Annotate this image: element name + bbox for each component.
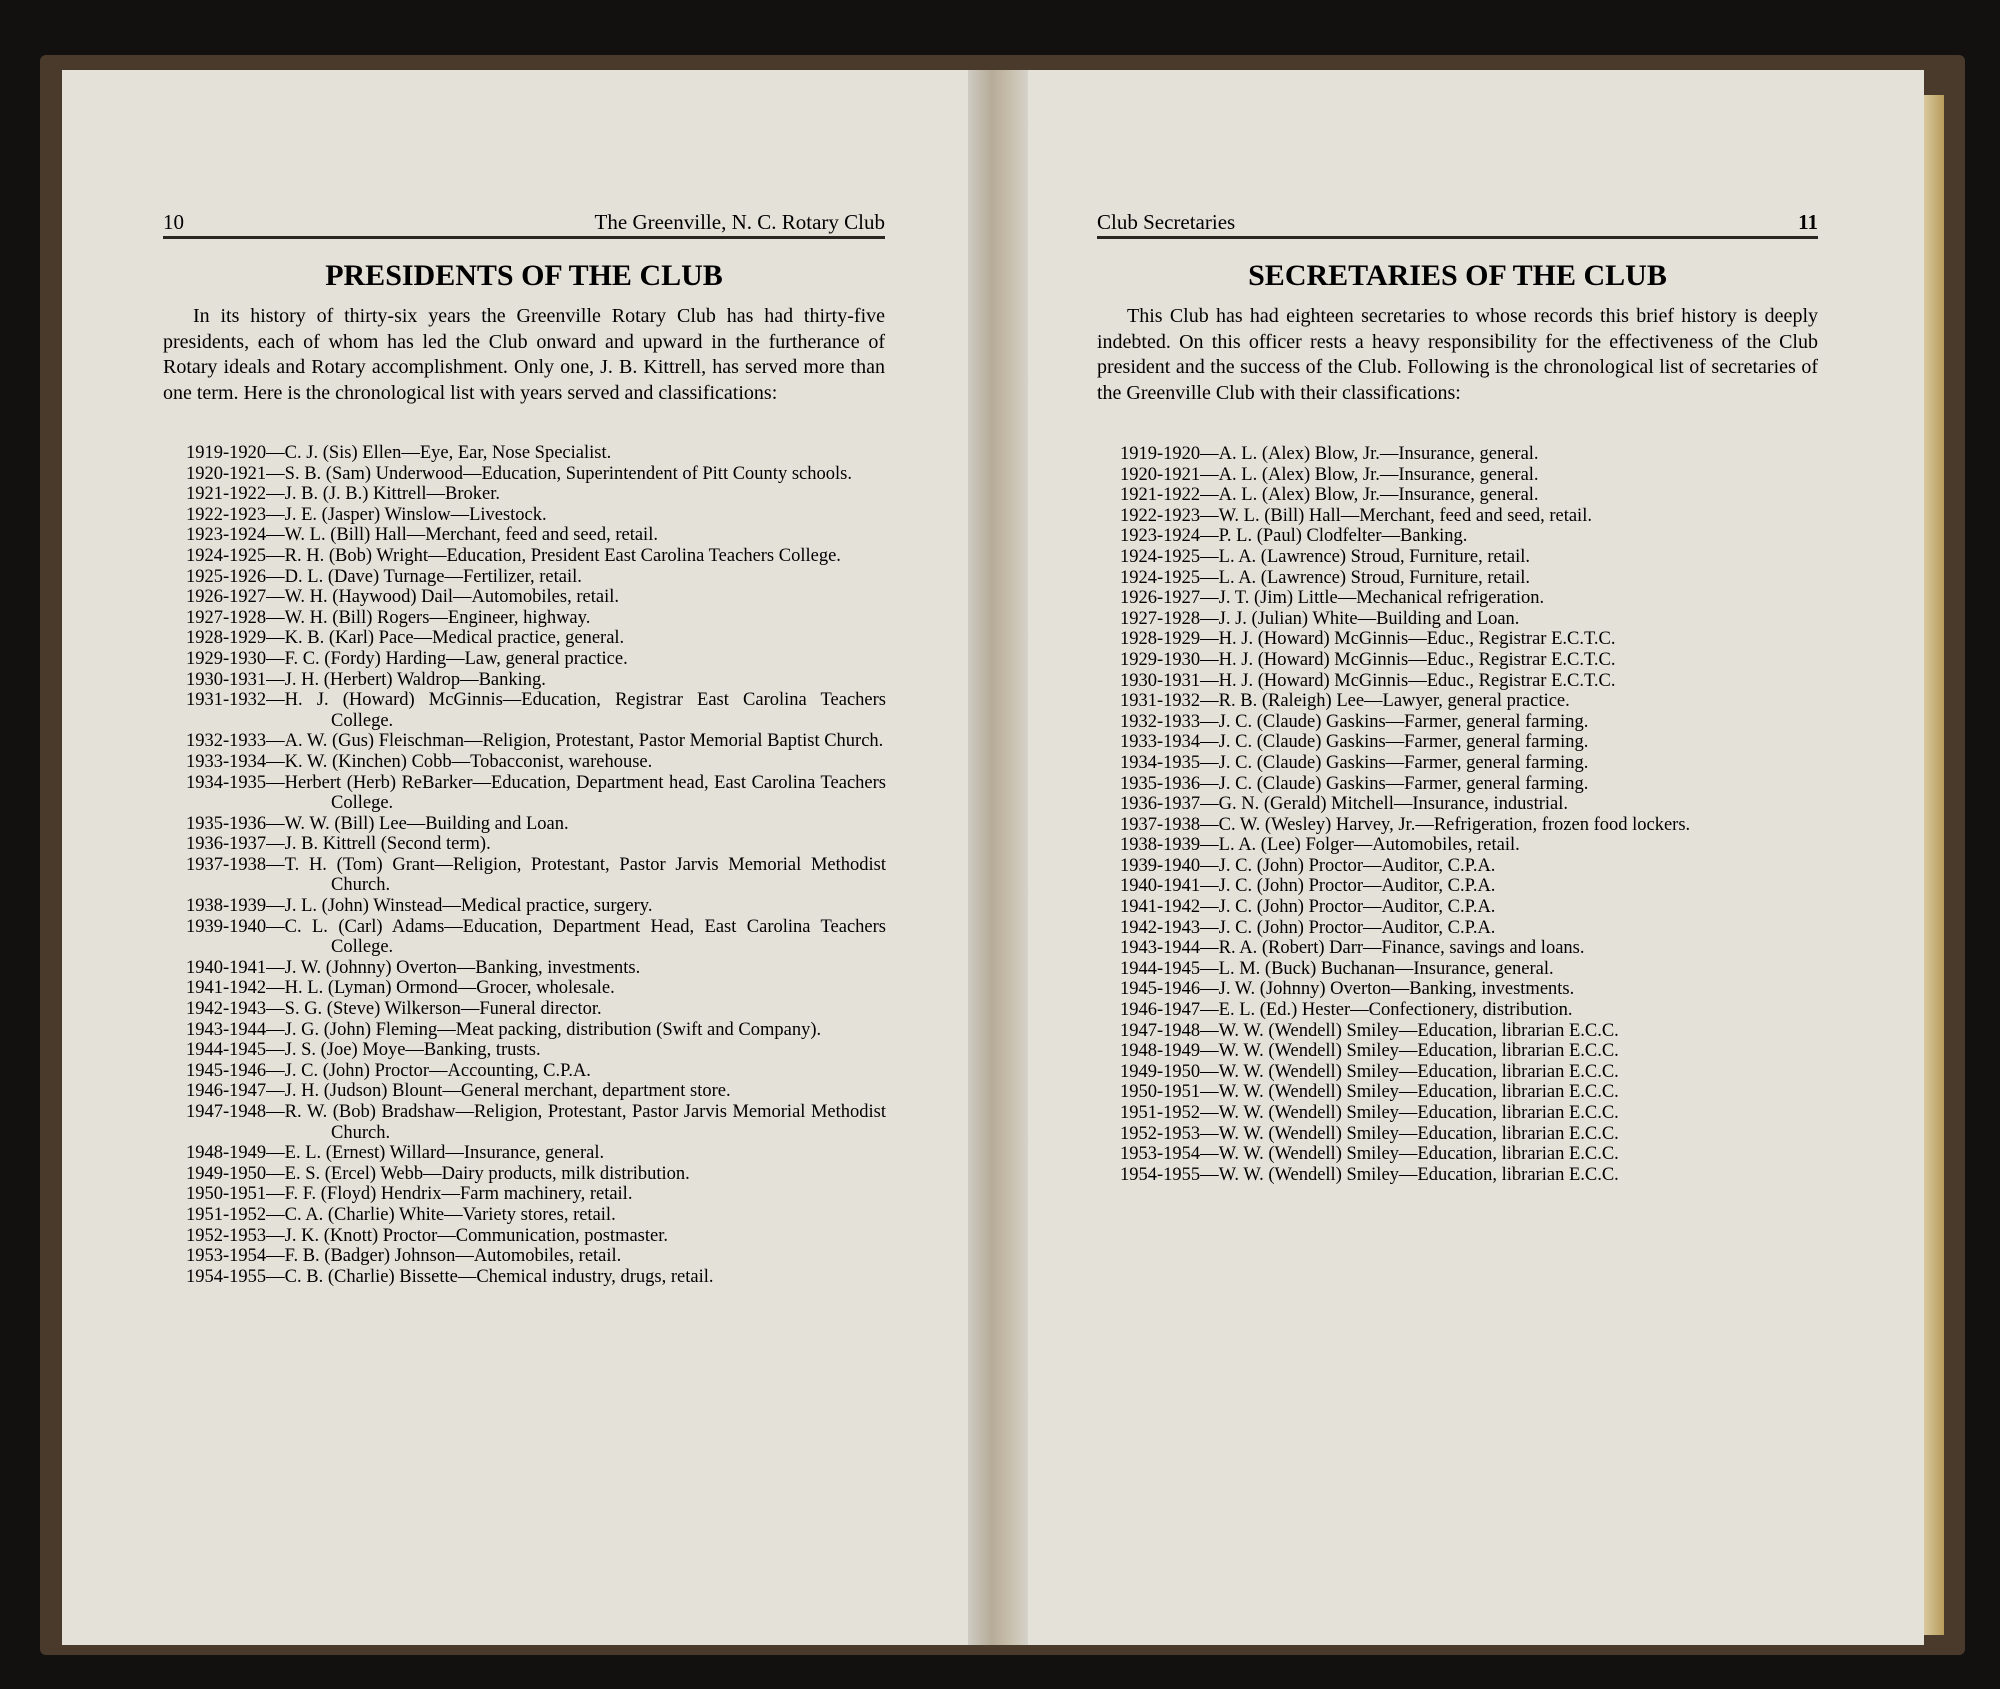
list-item: 1928-1929—K. B. (Karl) Pace—Medical practice, general.	[186, 628, 625, 649]
list-item: 1941-1942—H. L. (Lyman) Ormond—Grocer, wholesale.	[186, 978, 615, 999]
list-item: 1948-1949—W. W. (Wendell) Smiley—Education, librarian E.C.C.	[1120, 1041, 1619, 1062]
list-item: 1940-1941—J. C. (John) Proctor—Auditor, C.P.A.	[1120, 876, 1496, 897]
list-item: 1938-1939—J. L. (John) Winstead—Medical practice, surgery.	[186, 896, 653, 917]
list-item: 1953-1954—F. B. (Badger) Johnson—Automobiles, retail.	[186, 1246, 622, 1267]
list-item: 1944-1945—L. M. (Buck) Buchanan—Insurance, general.	[1120, 958, 1554, 979]
list-item: 1919-1920—A. L. (Alex) Blow, Jr.—Insurance, general.	[1120, 444, 1539, 464]
left-page-number: 10	[163, 210, 184, 234]
list-item: 1937-1938—C. W. (Wesley) Harvey, Jr.—Refrigeration, frozen food lockers.	[1120, 814, 1691, 835]
list-item: 1923-1924—P. L. (Paul) Clodfelter—Banking.	[1120, 526, 1468, 547]
list-item: 1947-1948—R. W. (Bob) Bradshaw—Religion, Protestant, Pastor Jarvis Memorial Methodist Church.	[186, 1102, 886, 1143]
list-item: 1920-1921—S. B. (Sam) Underwood—Education, Superintendent of Pitt County schools.	[186, 463, 852, 484]
list-item: 1939-1940—C. L. (Carl) Adams—Education, Department Head, East Carolina Teachers College.	[186, 916, 886, 958]
list-item: 1948-1949—E. L. (Ernest) Willard—Insurance, general.	[186, 1143, 605, 1164]
secretaries-heading: SECRETARIES OF THE CLUB	[1248, 259, 1667, 292]
presidents-intro: In its history of thirty-six years the Greenville Rotary Club has had thirty-five presidents, each of whom has led the Club onward and upward in the furtherance of Rotary ideals and Rotary accomplishment. Only one, J. B. Kittrell, has served more than one term. Here is the chronological list with years served and classifications:	[163, 305, 885, 404]
list-item: 1938-1939—L. A. (Lee) Folger—Automobiles, retail.	[1120, 835, 1520, 856]
secretaries-list	[1120, 444, 1820, 1185]
list-item: 1953-1954—W. W. (Wendell) Smiley—Education, librarian E.C.C.	[1120, 1144, 1619, 1165]
list-item: 1954-1955—W. W. (Wendell) Smiley—Education, librarian E.C.C.	[1120, 1164, 1619, 1185]
list-item: 1936-1937—J. B. Kittrell (Second term).	[186, 834, 491, 855]
list-item: 1922-1923—W. L. (Bill) Hall—Merchant, feed and seed, retail.	[1120, 505, 1592, 526]
list-item: 1926-1927—W. H. (Haywood) Dail—Automobiles, retail.	[186, 587, 619, 608]
list-item: 1933-1934—K. W. (Kinchen) Cobb—Tobacconist, warehouse.	[186, 751, 653, 772]
list-item: 1929-1930—H. J. (Howard) McGinnis—Educ., Registrar E.C.T.C.	[1120, 649, 1616, 670]
list-item: 1943-1944—J. G. (John) Fleming—Meat packing, distribution (Swift and Company).	[186, 1019, 822, 1040]
list-item: 1924-1925—L. A. (Lawrence) Stroud, Furniture, retail.	[1120, 567, 1530, 588]
presidents-list	[186, 443, 886, 1287]
list-item: 1944-1945—J. S. (Joe) Moye—Banking, trusts.	[186, 1040, 541, 1061]
list-item: 1942-1943—S. G. (Steve) Wilkerson—Funeral director.	[186, 999, 602, 1020]
left-running-head	[163, 210, 885, 239]
list-item: 1949-1950—W. W. (Wendell) Smiley—Education, librarian E.C.C.	[1120, 1061, 1619, 1082]
list-item: 1927-1928—J. J. (Julian) White—Building and Loan.	[1120, 608, 1520, 629]
list-item: 1921-1922—A. L. (Alex) Blow, Jr.—Insurance, general.	[1120, 485, 1539, 506]
list-item: 1935-1936—W. W. (Bill) Lee—Building and Loan.	[186, 813, 569, 834]
list-item: 1932-1933—A. W. (Gus) Fleischman—Religion, Protestant, Pastor Memorial Baptist Church.	[186, 731, 884, 752]
list-item: 1930-1931—J. H. (Herbert) Waldrop—Banking.	[186, 669, 546, 690]
list-item: 1924-1925—R. H. (Bob) Wright—Education, President East Carolina Teachers College.	[186, 545, 841, 566]
list-item: 1922-1923—J. E. (Jasper) Winslow—Livestock.	[186, 504, 547, 525]
list-item: 1923-1924—W. L. (Bill) Hall—Merchant, feed and seed, retail.	[186, 525, 658, 546]
page-edge	[1924, 95, 1944, 1635]
list-item: 1934-1935—J. C. (Claude) Gaskins—Farmer, general farming.	[1120, 752, 1589, 773]
list-item: 1943-1944—R. A. (Robert) Darr—Finance, savings and loans.	[1120, 938, 1585, 959]
right-running-title: Club Secretaries	[1097, 210, 1236, 234]
book-gutter	[968, 70, 1028, 1645]
list-item: 1924-1925—L. A. (Lawrence) Stroud, Furniture, retail.	[1120, 546, 1530, 567]
list-item: 1937-1938—T. H. (Tom) Grant—Religion, Protestant, Pastor Jarvis Memorial Methodist Church.	[186, 854, 886, 896]
list-item: 1936-1937—G. N. (Gerald) Mitchell—Insurance, industrial.	[1120, 794, 1569, 815]
list-item: 1952-1953—W. W. (Wendell) Smiley—Education, librarian E.C.C.	[1120, 1123, 1619, 1144]
list-item: 1934-1935—Herbert (Herb) ReBarker—Education, Department head, East Carolina Teachers College.	[186, 772, 886, 814]
list-item: 1946-1947—J. H. (Judson) Blount—General merchant, department store.	[186, 1081, 731, 1102]
list-item: 1932-1933—J. C. (Claude) Gaskins—Farmer, general farming.	[1120, 711, 1589, 732]
list-item: 1950-1951—W. W. (Wendell) Smiley—Education, librarian E.C.C.	[1120, 1082, 1619, 1103]
list-item: 1951-1952—C. A. (Charlie) White—Variety stores, retail.	[186, 1204, 616, 1225]
list-item: 1946-1947—E. L. (Ed.) Hester—Confectionery, distribution.	[1120, 1000, 1573, 1021]
list-item: 1930-1931—H. J. (Howard) McGinnis—Educ., Registrar E.C.T.C.	[1120, 670, 1616, 691]
list-item: 1928-1929—H. J. (Howard) McGinnis—Educ., Registrar E.C.T.C.	[1120, 629, 1616, 650]
list-item: 1929-1930—F. C. (Fordy) Harding—Law, general practice.	[186, 648, 628, 669]
list-item: 1935-1936—J. C. (Claude) Gaskins—Farmer, general farming.	[1120, 773, 1589, 794]
list-item: 1920-1921—A. L. (Alex) Blow, Jr.—Insurance, general.	[1120, 464, 1539, 485]
list-item: 1945-1946—J. C. (John) Proctor—Accounting, C.P.A.	[186, 1060, 591, 1081]
list-item: 1942-1943—J. C. (John) Proctor—Auditor, C.P.A.	[1120, 917, 1496, 938]
list-item: 1952-1953—J. K. (Knott) Proctor—Communication, postmaster.	[186, 1225, 668, 1246]
right-page-number: 11	[1798, 210, 1818, 234]
list-item: 1925-1926—D. L. (Dave) Turnage—Fertilizer, retail.	[186, 566, 582, 587]
list-item: 1941-1942—J. C. (John) Proctor—Auditor, C.P.A.	[1120, 897, 1496, 918]
list-item: 1947-1948—W. W. (Wendell) Smiley—Education, librarian E.C.C.	[1120, 1020, 1619, 1041]
list-item: 1950-1951—F. F. (Floyd) Hendrix—Farm machinery, retail.	[186, 1184, 633, 1205]
left-running-title: The Greenville, N. C. Rotary Club	[594, 210, 885, 234]
list-item: 1921-1922—J. B. (J. B.) Kittrell—Broker.	[186, 484, 500, 505]
list-item: 1940-1941—J. W. (Johnny) Overton—Banking, investments.	[186, 957, 641, 978]
secretaries-intro: This Club has had eighteen secretaries to whose records this brief history is deeply indebted. On this officer rests a heavy responsibility for the effectiveness of the Club president and the success of the Club. Following is the chronological list of secretaries of the Greenville Club with their classifications:	[1097, 305, 1818, 404]
list-item: 1933-1934—J. C. (Claude) Gaskins—Farmer, general farming.	[1120, 732, 1589, 753]
list-item: 1926-1927—J. T. (Jim) Little—Mechanical refrigeration.	[1120, 588, 1545, 609]
list-item: 1954-1955—C. B. (Charlie) Bissette—Chemical industry, drugs, retail.	[186, 1266, 714, 1287]
list-item: 1951-1952—W. W. (Wendell) Smiley—Education, librarian E.C.C.	[1120, 1103, 1619, 1123]
list-item: 1927-1928—W. H. (Bill) Rogers—Engineer, highway.	[186, 607, 591, 628]
right-running-head	[1097, 210, 1818, 239]
list-item: 1931-1932—H. J. (Howard) McGinnis—Education, Registrar East Carolina Teachers College.	[186, 690, 886, 731]
list-item: 1949-1950—E. S. (Ercel) Webb—Dairy products, milk distribution.	[186, 1163, 690, 1184]
presidents-heading: PRESIDENTS OF THE CLUB	[325, 259, 723, 292]
list-item: 1919-1920—C. J. (Sis) Ellen—Eye, Ear, Nose Specialist.	[186, 443, 612, 463]
list-item: 1931-1932—R. B. (Raleigh) Lee—Lawyer, general practice.	[1120, 691, 1570, 712]
list-item: 1939-1940—J. C. (John) Proctor—Auditor, C.P.A.	[1120, 855, 1496, 876]
list-item: 1945-1946—J. W. (Johnny) Overton—Banking, investments.	[1120, 979, 1575, 1000]
